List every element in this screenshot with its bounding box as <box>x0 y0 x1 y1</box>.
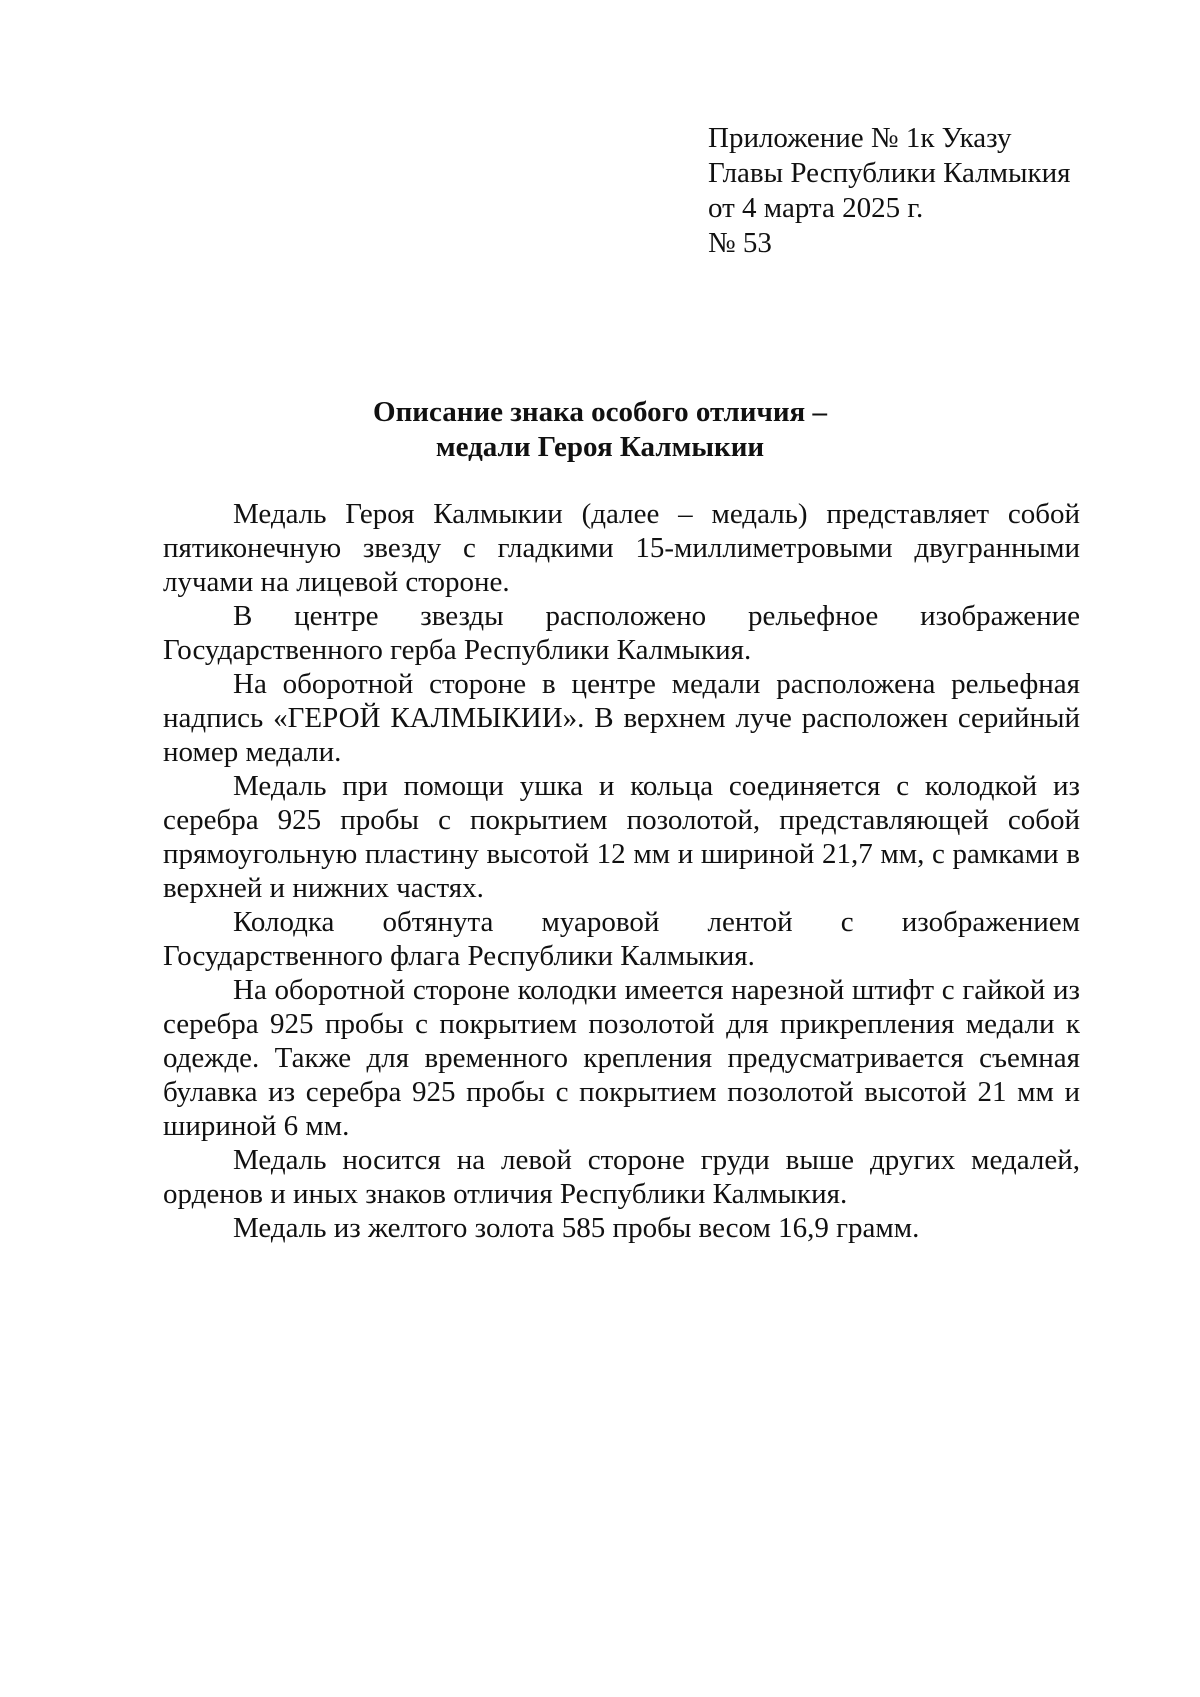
appendix-header-line: от 4 марта 2025 г. <box>708 192 924 224</box>
body-paragraph: Колодка обтянута муаровой лентой с изображением Государственного флага Республики Калмыкия. <box>163 906 1080 972</box>
body-paragraph: Медаль из желтого золота 585 пробы весом 16,9 грамм. <box>233 1212 920 1244</box>
document-body <box>163 497 1080 1245</box>
appendix-header-line: Приложение № 1к Указу <box>708 122 1012 154</box>
body-paragraph: В центре звезды расположено рельефное изображение Государственного герба Республики Калмыкия. <box>163 600 1080 666</box>
appendix-header-line: № 53 <box>708 227 772 259</box>
appendix-header-line: Главы Республики Калмыкия <box>708 157 1071 189</box>
document-title-line: Описание знака особого отличия – <box>373 396 827 428</box>
body-paragraph: На оборотной стороне в центре медали расположена рельефная надпись «ГЕРОЙ КАЛМЫКИИ». В верхнем луче расположен серийный номер медали. <box>163 668 1080 768</box>
appendix-header <box>708 121 1148 261</box>
body-paragraph: Медаль при помощи ушка и кольца соединяется с колодкой из серебра 925 пробы с покрытием позолотой, представляющей собой прямоугольную пластину высотой 12 мм и шириной 21,7 мм, с рамками в верхней и нижних частях. <box>163 770 1080 904</box>
body-paragraph: Медаль Героя Калмыкии (далее – медаль) представляет собой пятиконечную звезду с гладкими 15-миллиметровыми двугранными лучами на лицевой стороне. <box>163 498 1080 598</box>
document-title <box>0 395 1200 465</box>
body-paragraph: На оборотной стороне колодки имеется нарезной штифт с гайкой из серебра 925 пробы с покрытием позолотой для прикрепления медали к одежде. Также для временного крепления предусматривается съемная булавка из серебра 925 пробы с покрытием позолотой высотой 21 мм и шириной 6 мм. <box>163 974 1080 1142</box>
body-paragraph: Медаль носится на левой стороне груди выше других медалей, орденов и иных знаков отличия Республики Калмыкия. <box>163 1144 1080 1210</box>
document-title-line: медали Героя Калмыкии <box>435 431 765 463</box>
